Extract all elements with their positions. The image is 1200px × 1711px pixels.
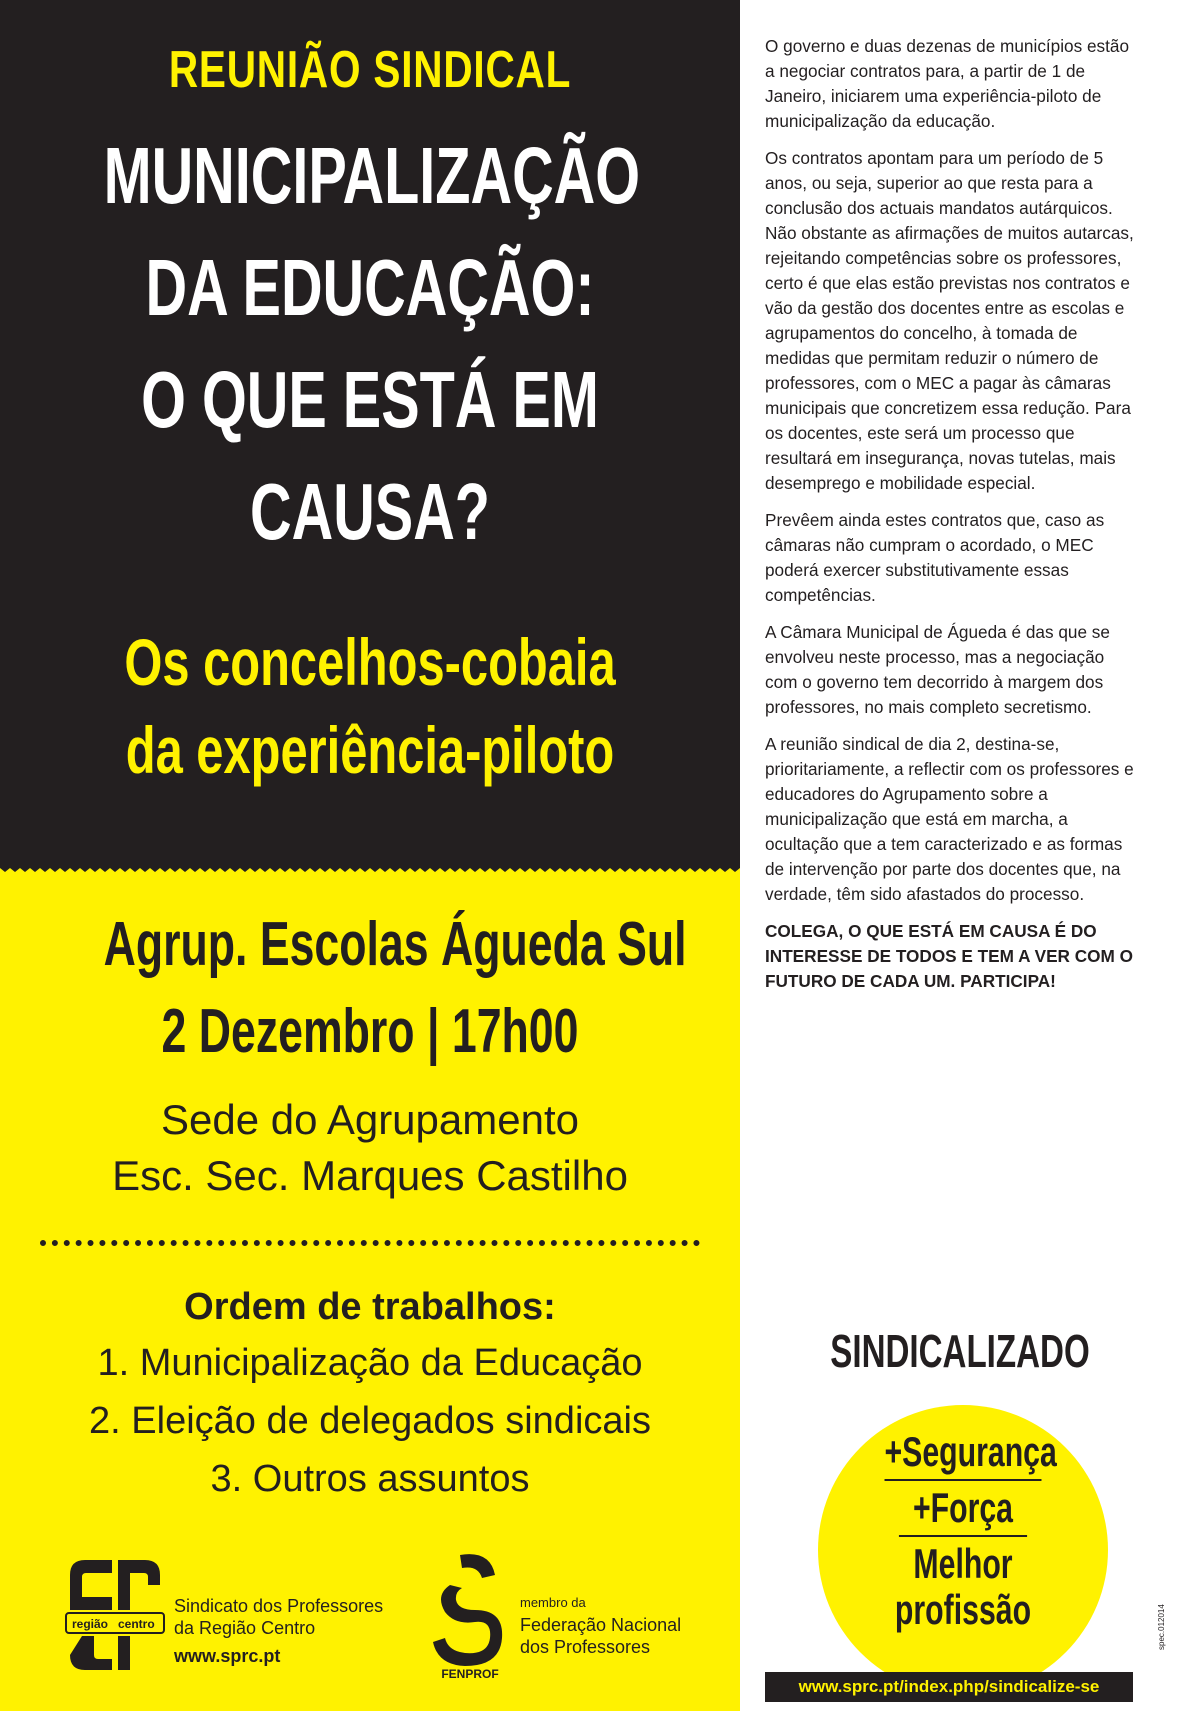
sindicalize-url[interactable]: www.sprc.pt/index.php/sindicalize-se	[765, 1672, 1133, 1702]
fenprof-name-line: dos Professores	[520, 1637, 651, 1657]
fenprof-name-line: Federação Nacional	[520, 1615, 682, 1635]
sindicalizado-title: SINDICALIZADO	[830, 1325, 1090, 1377]
fenprof-logo	[430, 1550, 510, 1680]
agenda-title: Ordem de trabalhos:	[184, 1286, 556, 1328]
headline-line: DA EDUCAÇÃO:	[145, 243, 595, 332]
sprc-logo-text: centro	[118, 1617, 155, 1631]
article-body	[765, 34, 1140, 1006]
benefit-item: +Segurança	[885, 1425, 1042, 1481]
dotted-divider	[40, 1240, 700, 1246]
event-info	[0, 900, 740, 1074]
event-place-line: Esc. Sec. Marques Castilho	[112, 1152, 628, 1199]
kicker: REUNIÃO SINDICAL	[168, 41, 572, 99]
event-venue: Agrup. Escolas Águeda Sul	[103, 910, 687, 979]
agenda	[0, 1280, 740, 1508]
sprc-name	[174, 1595, 383, 1667]
sprc-name-line: da Região Centro	[174, 1618, 316, 1638]
agenda-item: 1. Municipalização da Educação	[97, 1342, 643, 1384]
subheadline-line: da experiência-piloto	[125, 713, 615, 787]
headline-line: MUNICIPALIZAÇÃO	[103, 131, 641, 220]
article-paragraph: A reunião sindical de dia 2, destina-se, prioritariamente, a reflectir com os professores e educadores do Agrupamento sobre a municipalização que está em marcha, a ocultação que a tem caracterizado e as formas de intervenção por parte dos docentes que, na verdade, têm sido afastados do processo.	[765, 734, 1134, 904]
fenprof-name	[520, 1592, 681, 1658]
event-place	[0, 1092, 740, 1204]
subheadline-line: Os concelhos-cobaia	[124, 625, 616, 699]
article-paragraph: Prevêem ainda estes contratos que, caso as câmaras não cumpram o acordado, o MEC poderá exercer substitutivamente essas competências.	[765, 510, 1105, 605]
agenda-item: 3. Outros assuntos	[210, 1458, 530, 1500]
sprc-name-line: Sindicato dos Professores	[174, 1596, 384, 1616]
article-paragraph: O governo e duas dezenas de municípios estão a negociar contratos para, a partir de 1 de Janeiro, iniciarem uma experiência-piloto de municipalização da educação.	[765, 36, 1130, 131]
sprc-logo-text: região	[72, 1617, 109, 1631]
benefit-item: Melhor	[913, 1540, 1013, 1587]
agenda-item: 2. Eleição de delegados sindicais	[89, 1400, 651, 1442]
sprc-url[interactable]: www.sprc.pt	[174, 1646, 281, 1666]
fenprof-logo-label: FENPROF	[441, 1667, 499, 1680]
article-paragraph: Os contratos apontam para um período de 5 anos, ou seja, superior ao que resta para a conclusão dos actuais mandatos autárquicos. Não obstante as afirmações de muitos autarcas, rejeitando competências sobre os professores, certo é que elas estão previstas nos contratos e vão da gestão dos docentes entre as escolas e agrupamentos do concelho, à tomada de medidas que permitam reduzir o número de professores, com o MEC a pagar às câmaras municipais que concretizem essa redução. Para os docentes, este será um processo que resultará em insegurança, novas tutelas, mais desemprego e mobilidade especial.	[765, 148, 1134, 493]
headline-line: O QUE ESTÁ EM	[141, 355, 599, 444]
event-datetime: 2 Dezembro | 17h00	[161, 997, 579, 1066]
event-place-line: Sede do Agrupamento	[161, 1096, 579, 1143]
subheadline	[0, 618, 740, 794]
call-to-action: COLEGA, O QUE ESTÁ EM CAUSA É DO INTERESSE DE TODOS E TEM A VER COM O FUTURO DE CADA UM. PARTICIPA!	[765, 921, 1133, 991]
article-paragraph: A Câmara Municipal de Águeda é das que se envolveu neste processo, mas a negociação com o governo tem decorrido à margem dos professores, no mais completo secretismo.	[765, 622, 1110, 717]
ticket-edge	[0, 856, 740, 880]
headline-line: CAUSA?	[249, 467, 490, 556]
sprc-logo	[60, 1555, 170, 1675]
benefits-list	[818, 1425, 1108, 1633]
headline	[0, 120, 740, 568]
benefit-item: profissão	[894, 1586, 1032, 1633]
benefit-item: +Força	[899, 1481, 1027, 1537]
reference-code: spec.012014	[1157, 1604, 1166, 1650]
fenprof-member-label: membro da	[520, 1595, 586, 1610]
